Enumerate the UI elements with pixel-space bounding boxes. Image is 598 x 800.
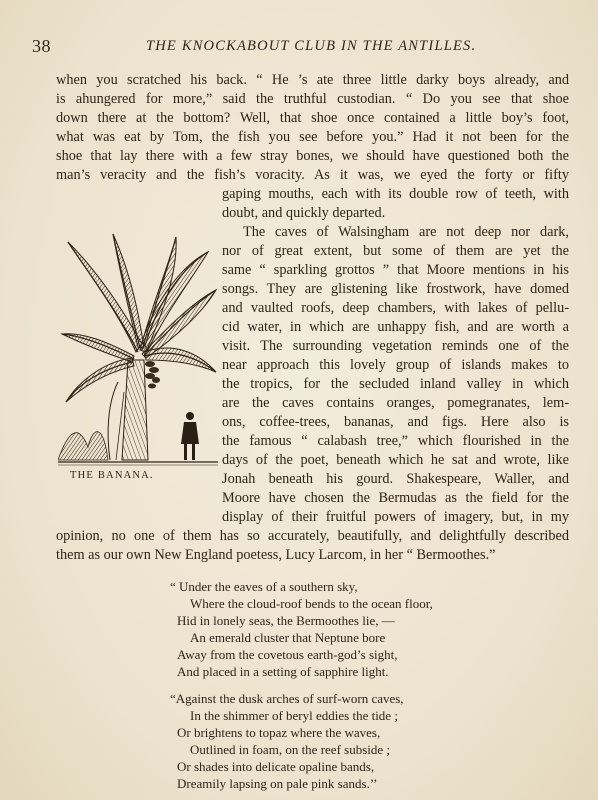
body-line: opinion, no one of them has so accurately, beautifully, and delightfully described (56, 528, 569, 544)
body-line: doubt, and quickly departed. (222, 205, 386, 221)
body-line: same “ sparkling grottos ” that Moore mentions in his (222, 262, 569, 278)
poem-line: Outlined in foam, on the reef subside ; (190, 742, 391, 757)
body-line: is ahungered for more,” said the truthful custodian. “ Do you see that shoe (56, 91, 569, 107)
figure-caption: THE BANANA. (70, 470, 154, 481)
body-line: days of the poet, beneath which he sat and wrote, like (222, 452, 569, 468)
body-line: when you scratched his back. “ He ’s ate three little darky boys already, and (56, 72, 569, 88)
body-line: The caves of Walsingham are not deep nor dark, (243, 224, 569, 240)
body-line: ons, coffee-trees, bananas, and figs. Here also is (222, 414, 569, 430)
body-line: the tropics, for the secluded inland valley in which (222, 376, 569, 392)
body-line: Moore have chosen the Bermudas as the field for the (222, 490, 569, 506)
poem-line: “Against the dusk arches of surf-worn caves, (170, 691, 404, 706)
poem-line: In the shimmer of beryl eddies the tide ; (190, 708, 398, 723)
body-line: shoe that lay there with a few stray bones, we should have questioned both the (56, 148, 569, 164)
body-line: the famous “ calabash tree,” which flourished in the (222, 433, 569, 449)
body-line: visit. The surrounding vegetation reminds one of the (222, 338, 569, 354)
body-line: nor of great extent, but some of them are yet the (222, 243, 569, 259)
poem-line: Hid in lonely seas, the Bermoothes lie, — (177, 613, 395, 628)
banana-tree-icon (58, 232, 218, 466)
banana-tree-illustration (58, 232, 218, 466)
poem-line: “ Under the eaves of a southern sky, (170, 579, 358, 594)
body-line: display of their fruitful powers of imagery, but, in my (222, 509, 569, 525)
body-line: near approach this lovely group of islands makes to (222, 357, 569, 373)
body-line: cid water, in which are unhappy fish, and are worth a (222, 319, 569, 335)
body-line: gaping mouths, each with its double row of teeth, with (222, 186, 569, 202)
poem-line: Or shades into delicate opaline bands, (177, 759, 375, 774)
body-line: them as our own New England poetess, Lucy Larcom, in her “ Bermoothes.” (56, 547, 496, 563)
running-head: THE KNOCKABOUT CLUB IN THE ANTILLES. (146, 38, 477, 54)
body-line: what was eat by Tom, the fish you see before you.” Had it not been for the (56, 129, 569, 145)
poem-line: An emerald cluster that Neptune bore (190, 630, 386, 645)
poem-line: Or brightens to topaz where the waves, (177, 725, 381, 740)
page-number: 38 (32, 36, 51, 56)
body-line: man’s veracity and the fish’s voracity. As it was, we eyed the forty or fifty (56, 167, 569, 183)
poem-line: Where the cloud-roof bends to the ocean floor, (190, 596, 433, 611)
body-line: are the caves contains oranges, pomegranates, lem- (222, 395, 569, 411)
body-line: down there at the bottom? Well, that shoe once contained a little boy’s foot, (56, 110, 569, 126)
body-line: songs. They are glistening like frostwork, have domed (222, 281, 569, 297)
poem-line: Away from the covetous earth-god’s sight, (177, 647, 398, 662)
poem-line: Dreamily lapsing on pale pink sands.’’ (177, 776, 378, 791)
page-header (0, 36, 598, 58)
body-line: and vaulted roofs, deep chambers, with lakes of pellu- (222, 300, 569, 316)
poem-line: And placed in a setting of sapphire light. (177, 664, 389, 679)
body-line: Jonah beneath his gourd. Shakespeare, Waller, and (222, 471, 569, 487)
